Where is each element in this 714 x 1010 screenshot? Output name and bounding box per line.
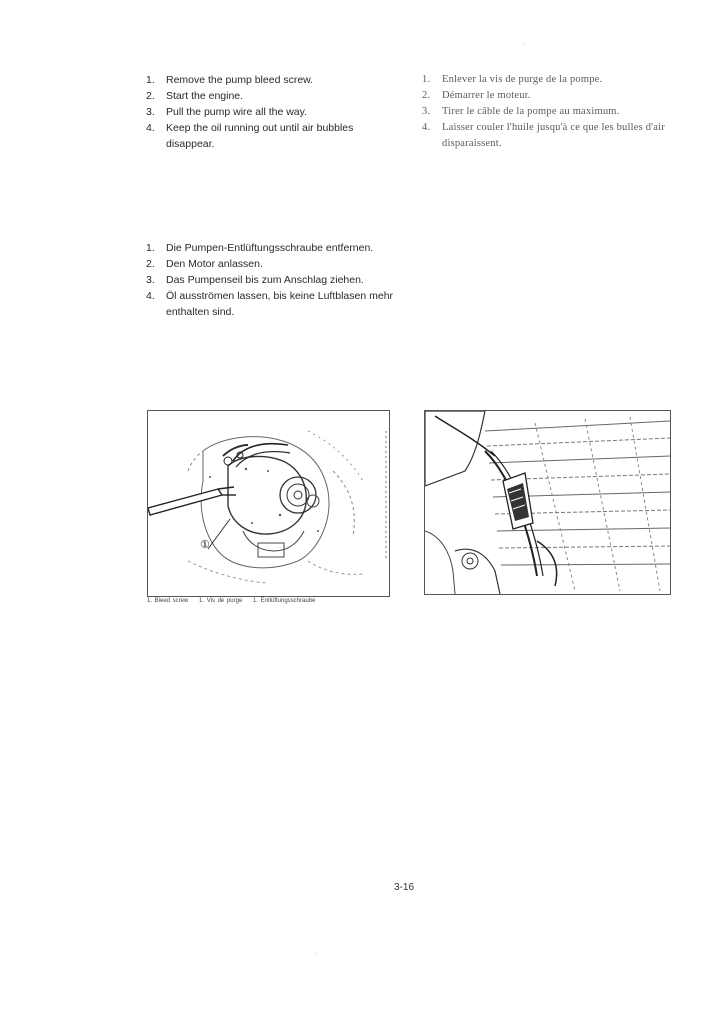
caption-english: 1. Bleed screw: [147, 598, 189, 604]
german-instructions: [146, 240, 404, 320]
scan-speck: [524, 43, 525, 44]
english-instructions: [146, 72, 401, 152]
figure-caption: [147, 598, 323, 604]
english-step-1: 1. Remove the pump bleed screw.: [146, 74, 314, 86]
english-step-2: 2. Start the engine.: [146, 90, 244, 102]
french-step-2: 2. Démarrer le moteur.: [422, 90, 531, 101]
scan-speck: [316, 953, 317, 954]
oil-pump-photo: [147, 410, 390, 597]
caption-german: 1. Entlüftungsschraube: [252, 598, 316, 604]
english-step-3: 3. Pull the pump wire all the way.: [146, 106, 308, 118]
french-step-1: 1. Enlever la vis de purge de la pompe.: [422, 74, 603, 85]
pump-cable-photo: [424, 410, 671, 595]
french-step-3: 3. Tirer le câble de la pompe au maximum.: [422, 106, 620, 117]
german-step-1: 1. Die Pumpen-Entlüftungsschraube entfernen.: [146, 242, 374, 254]
german-step-4: 4. Öl ausströmen lassen, bis keine Luftblasen mehr enthalten sind.: [146, 290, 394, 318]
english-step-4: 4. Keep the oil running out until air bubbles disappear.: [146, 122, 354, 150]
callout-number-1: ①: [200, 538, 210, 551]
french-step-4: 4. Laisser couler l'huile jusqu'à ce que les bulles d'air disparaissent.: [422, 122, 665, 149]
german-step-3: 3. Das Pumpenseil bis zum Anschlag ziehen.: [146, 274, 364, 286]
caption-french: 1. Vis de purge: [199, 598, 243, 604]
german-step-2: 2. Den Motor anlassen.: [146, 258, 263, 270]
pump-cable-illustration: [425, 411, 670, 594]
page-number: 3-16: [394, 882, 415, 893]
french-instructions: [422, 72, 674, 152]
oil-pump-illustration: [148, 411, 389, 596]
